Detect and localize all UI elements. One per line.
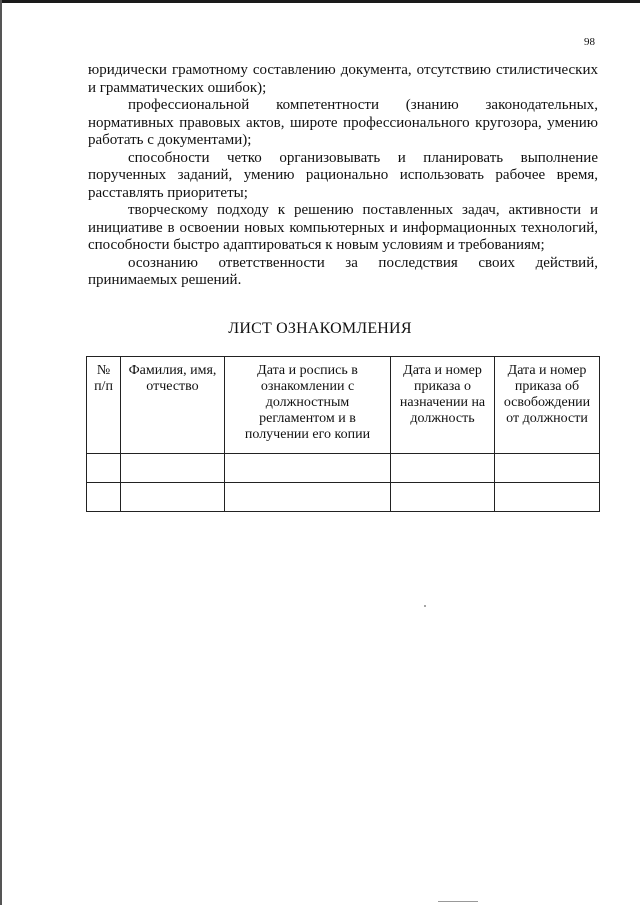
table-cell bbox=[121, 454, 225, 483]
body-text bbox=[88, 62, 598, 290]
scan-artifact bbox=[424, 605, 426, 607]
scan-top-edge bbox=[0, 0, 640, 3]
paragraph-responsibility: осознанию ответственности за последствия своих действий, принимаемых решений. bbox=[88, 254, 598, 288]
table-row bbox=[87, 483, 600, 512]
table-cell bbox=[495, 483, 600, 512]
table-cell bbox=[391, 454, 495, 483]
header-appointment-order: Дата и номер приказа о назначении на должность bbox=[391, 357, 495, 454]
scan-left-edge bbox=[0, 0, 2, 905]
header-dismissal-order: Дата и номер приказа об освобождении от должности bbox=[495, 357, 600, 454]
acknowledgement-table bbox=[86, 356, 600, 512]
page-number: 98 bbox=[584, 36, 595, 48]
table-cell bbox=[87, 454, 121, 483]
sheet-title: ЛИСТ ОЗНАКОМЛЕНИЯ bbox=[228, 320, 412, 337]
header-number: № п/п bbox=[87, 357, 121, 454]
scan-artifact bbox=[438, 901, 478, 902]
table-cell bbox=[391, 483, 495, 512]
table-header-row bbox=[87, 357, 600, 454]
table-cell bbox=[225, 454, 391, 483]
header-signature-date: Дата и роспись в ознакомлении с должностным регламентом и в получении его копии bbox=[225, 357, 391, 454]
paragraph-continuation: юридически грамотному составлению документа, отсутствию стилистических и грамматических ошибок); bbox=[88, 62, 598, 96]
table-cell bbox=[87, 483, 121, 512]
table-cell bbox=[225, 483, 391, 512]
paragraph-organization: способности четко организовывать и планировать выполнение порученных заданий, умению рационально использовать рабочее время, расставлять приоритеты; bbox=[88, 149, 598, 201]
table-row bbox=[87, 454, 600, 483]
header-full-name: Фамилия, имя, отчество bbox=[121, 357, 225, 454]
paragraph-creativity: творческому подходу к решению поставленных задач, активности и инициативе в освоении новых компьютерных и информационных технологий, способности быстро адаптироваться к новым условиям и требованиям; bbox=[88, 202, 598, 253]
table-cell bbox=[121, 483, 225, 512]
paragraph-competence: профессиональной компетентности (знанию законодательных, нормативных правовых актов, широте профессионального кругозора, умению работать с документами); bbox=[88, 97, 598, 148]
table-cell bbox=[495, 454, 600, 483]
